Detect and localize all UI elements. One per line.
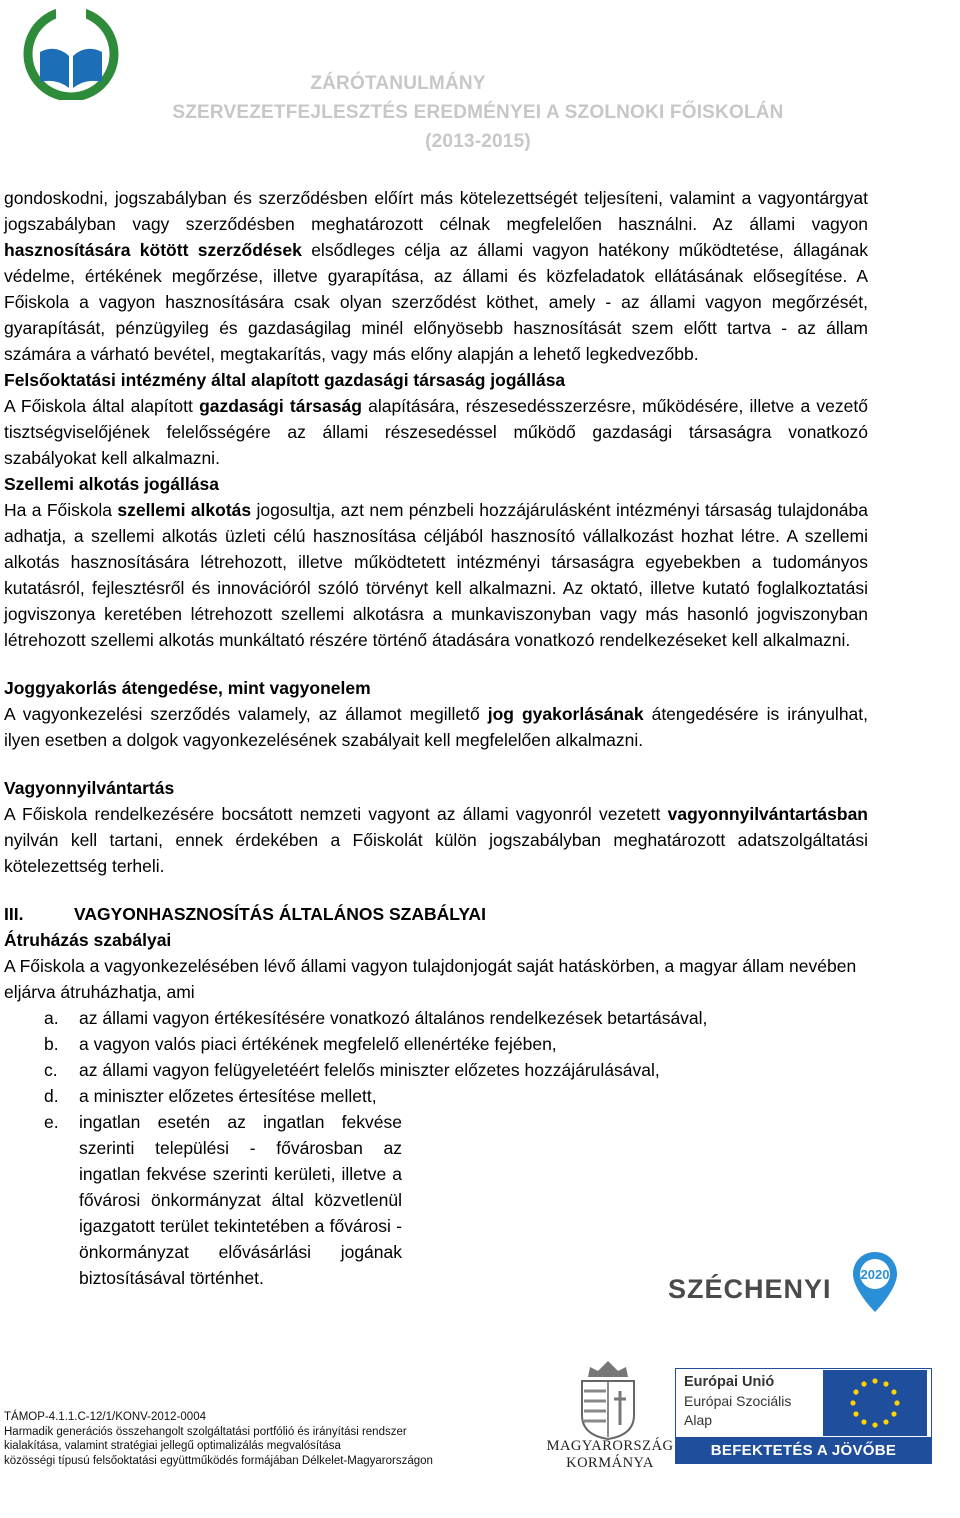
paragraph-transfer: A Főiskola a vagyonkezelésében lévő állami vagyon tulajdonjogát saját hatáskörben, a magyar állam nevében eljárva átruházhatja, ami [4, 956, 857, 1002]
section-title-transfer: Átruházás szabályai [4, 930, 172, 950]
chapter-heading: III. VAGYONHASZNOSÍTÁS ÁLTALÁNOS SZABÁLYAI [4, 904, 486, 924]
header-years: (2013-2015) [425, 131, 531, 152]
year-label: 2020 [860, 1267, 890, 1282]
government-label: MAGYARORSZÁG KORMÁNYA [546, 1438, 674, 1471]
header-title: ZÁRÓTANULMÁNY [310, 73, 486, 94]
list-item: c. az állami vagyon felügyeletéért felelős miniszter előzetes hozzájárulásával, [44, 1060, 660, 1080]
eu-slogan-band: BEFEKTETÉS A JÖVŐBE [675, 1437, 932, 1464]
section-title-company: Felsőoktatási intézmény által alapított gazdasági társaság jogállása [4, 370, 566, 390]
transfer-conditions-list [4, 1005, 868, 1291]
paragraph-intellectual: Ha a Főiskola szellemi alkotás jogosultja, azt nem pénzbeli hozzájárulásként intézményi társaság tulajdonába adhatja, a szellemi alkotás üzleti célú hasznosítása céljából hasznosító vállalkozást hozhat létre. A szellemi alkotás hasznosítására létrehozott, illetve működtetett intézményi társaságra egyebekben a tudományos kutatásról, fejlesztésről és innovációról szóló törvényt kell alkalmazni. Az oktató, illetve kutató foglalkoztatási jogviszonya keretében létrehozott szellemi alkotásra a munkaviszonyban vagy más hasonló jogviszonyban létrehozott szellemi alkotás munkáltató részére történő átadására vonatkozó rendelkezéseket kell alkalmazni. [4, 500, 868, 650]
section-title-rights: Joggyakorlás átengedése, mint vagyonelem [4, 678, 371, 698]
section-title-intellectual: Szellemi alkotás jogállása [4, 474, 219, 494]
eu-flag-icon [823, 1370, 927, 1436]
project-footer: TÁMOP-4.1.1.C-12/1/KONV-2012-0004 Harmadik generációs összehangolt szolgáltatási portfólió és irányítási rendszer kialakítása, valamint stratégiai jellegű optimalizálás megvalósítása közösségi típusú felsőoktatási együttműködés formájában Délkelet-Magyarországon [4, 1411, 433, 1467]
eu-text-box: Európai Unió Európai Szociális Alap [675, 1368, 932, 1438]
list-item: e. ingatlan esetén az ingatlan fekvése szerinti települési - fővárosban az ingatlan fekvése szerinti kerületi, illetve a fővárosi önkormányzat által közvetlenül igazgatott terület tekintetében a fővárosi - önkormányzat elővásárlási jogának biztosításával történhet. [44, 1112, 402, 1288]
list-item: a. az állami vagyon értékesítésére vonatkozó általános rendelkezések betartásával, [44, 1008, 708, 1028]
paragraph-company: A Főiskola által alapított gazdasági társaság alapítására, részesedésszerzésre, működésére, illetve a vezető tisztségviselőjének felelősségére az állami részesedéssel működő gazdasági társaságra vonatkozó szabályokat kell alkalmazni. [4, 396, 868, 468]
list-item: b. a vagyon valós piaci értékének megfelelő ellenértéke fejében, [44, 1034, 557, 1054]
section-title-registry: Vagyonnyilvántartás [4, 778, 175, 798]
header-subtitle: SZERVEZETFEJLESZTÉS EREDMÉNYEI A SZOLNOKI FŐISKOLÁN [172, 102, 784, 123]
paragraph-registry: A Főiskola rendelkezésére bocsátott nemzeti vagyont az állami vagyonról vezetett vagyonnyilvántartásban nyilván kell tartani, ennek érdekében a Főiskolát külön jogszabályban meghatározott adatszolgáltatási kötelezettség terheli. [4, 804, 868, 876]
szechenyi-2020-logo: SZÉCHENYI 2020 [660, 1250, 920, 1320]
paragraph-intro: gondoskodni, jogszabályban és szerződésben előírt más kötelezettségét teljesíteni, valamint a vagyontárgyat jogszabályban vagy szerződésben meghatározott célnak megfelelően használni. Az állami vagyon hasznosítására kötött szerződések elsődleges célja az állami vagyon hatékony működtetése, állagának védelme, értékének megőrzése, illetve gyarapítása, az állami és közfeladatok ellátásának elősegítése. A Főiskola a vagyon hasznosítására csak olyan szerződést köthet, amely - az állami vagyon megőrzését, gyarapítását, pénzügyileg és gazdaságilag minél előnyösebb hasznosítását szem előtt tartva - az állam számára a várható bevétel, megtakarítás, vagy más előny alapján a lehető legkedvezőbb. [4, 188, 868, 364]
list-item: d. a miniszter előzetes értesítése mellett, [44, 1086, 377, 1106]
location-pin-icon [850, 1250, 900, 1314]
document-body [4, 185, 868, 1291]
paragraph-rights: A vagyonkezelési szerződés valamely, az államot megillető jog gyakorlásának átengedésére is irányulhat, ilyen esetben a dolgok vagyonkezelésének szabályait kell megfelelően alkalmazni. [4, 704, 869, 750]
